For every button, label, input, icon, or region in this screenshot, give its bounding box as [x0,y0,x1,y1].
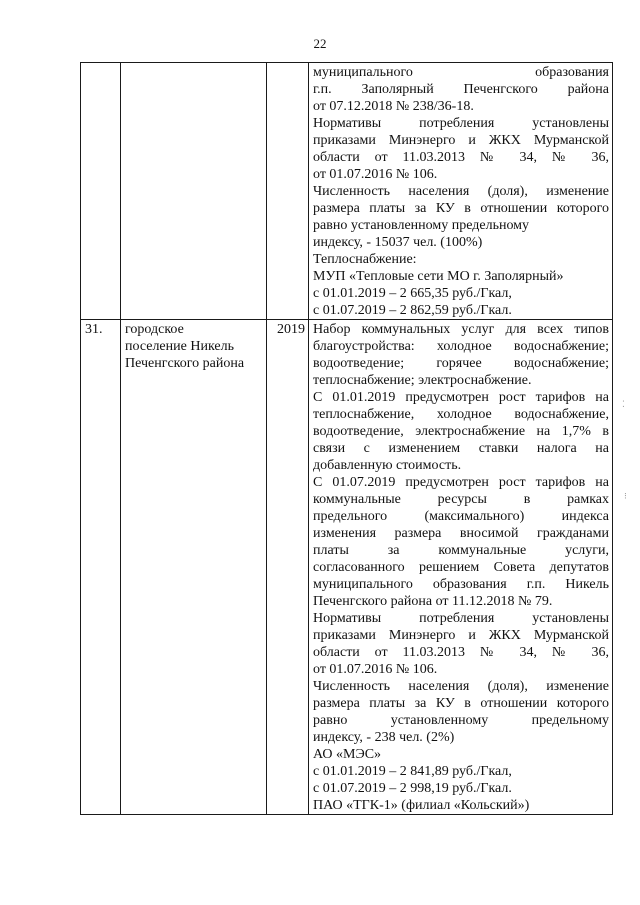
municipality-name-line: поселение Никель [125,339,234,354]
description-line: с 01.01.2019 – 2 665,35 руб./Гкал, [313,286,512,301]
description-line: коммунальные ресурсы в рамках [313,492,609,507]
description-line: Нормативы потребления установлены [313,116,609,131]
description-paragraph [313,321,609,389]
description-line: АО «МЭС» [313,747,382,762]
description-line: водоотведение; горячее водоснабжение; [313,356,609,371]
description-line: приказами Минэнерго и ЖКХ Мурманской [313,628,609,643]
table-row [81,320,613,815]
description-line: связи с изменением ставки налога на [313,441,609,456]
page-number: 22 [313,36,327,51]
description-line: изменения размера вносимой гражданами [313,526,609,541]
description-paragraph [313,678,609,746]
description-paragraph [313,64,609,115]
description-line: МУП «Тепловые сети МО г. Заполярный» [313,269,564,284]
description-line: согласованного решением Совета депутатов [313,560,609,575]
description-line: размера платы за КУ в отношении которого [313,696,609,711]
tariff-table-body [81,63,613,815]
description-line: добавленную стоимость. [313,458,462,473]
description-line: Теплоснабжение: [313,252,417,267]
description-cell [309,63,613,320]
description-line: Численность населения (доля), изменение [313,184,609,199]
description-line: водоотведение, электроснабжение на 1,7% в [313,424,609,439]
municipality-name-line: городское [125,322,184,337]
description-paragraph [313,474,609,610]
description-line: С 01.07.2019 предусмотрен рост тарифов на [313,475,609,490]
description-line: ПАО «ТГК-1» (филиал «Кольский») [313,798,530,813]
description-line: Набор коммунальных услуг для всех типов [313,322,609,337]
description-line: с 01.07.2019 – 2 862,59 руб./Гкал. [313,303,512,318]
tariff-table [80,62,613,815]
description-line: от 07.12.2018 № 238/36-18. [313,99,474,114]
description-line: с 01.07.2019 – 2 998,19 руб./Гкал. [313,781,512,796]
description-line: теплоснабжение; электроснабжение. [313,373,532,388]
description-paragraph [313,389,609,474]
description-line: Нормативы потребления установлены [313,611,609,626]
description-line: предельного (максимального) индекса [313,509,609,524]
row-number-cell [81,320,121,815]
description-line: индексу, - 238 чел. (2%) [313,730,455,745]
description-line: Печенгского района от 11.12.2018 № 79. [313,594,553,609]
description-line: муниципального образования г.п. Никель [313,577,609,592]
description-line: равно установленному предельному [313,218,530,233]
description-line: приказами Минэнерго и ЖКХ Мурманской [313,133,609,148]
row-number-cell [81,63,121,320]
description-line: благоустройства: холодное водоснабжение; [313,339,609,354]
description-line: теплоснабжение, холодное водоснабжение, [313,407,609,422]
year-value: 2019 [277,322,305,337]
description-line: от 01.07.2016 № 106. [313,662,438,677]
description-paragraph [313,746,609,814]
row-number: 31. [85,322,103,337]
description-line: равно установленному предельному [313,713,609,728]
scan-artifact: ⁝ [624,492,627,502]
municipality-cell [121,320,267,815]
description-cell [309,320,613,815]
description-line: области от 11.03.2013 № 34, № 36, [313,645,609,660]
description-paragraph [313,610,609,678]
scan-artifact: ⁚ [622,400,625,410]
description-line: платы за коммунальные услуги, [313,543,609,558]
municipality-cell [121,63,267,320]
year-cell [267,63,309,320]
description-paragraph [313,251,609,319]
description-line: с 01.01.2019 – 2 841,89 руб./Гкал, [313,764,512,779]
description-line: Численность населения (доля), изменение [313,679,609,694]
description-line: муниципального образования [313,65,609,80]
description-line: от 01.07.2016 № 106. [313,167,438,182]
description-paragraph [313,183,609,251]
description-line: области от 11.03.2013 № 34, № 36, [313,150,609,165]
description-paragraph [313,115,609,183]
description-line: г.п. Заполярный Печенгского района [313,82,609,97]
description-line: С 01.01.2019 предусмотрен рост тарифов на [313,390,609,405]
municipality-name-line: Печенгского района [125,356,245,371]
description-line: индексу, - 15037 чел. (100%) [313,235,483,250]
year-cell [267,320,309,815]
description-line: размера платы за КУ в отношении которого [313,201,609,216]
table-row [81,63,613,320]
